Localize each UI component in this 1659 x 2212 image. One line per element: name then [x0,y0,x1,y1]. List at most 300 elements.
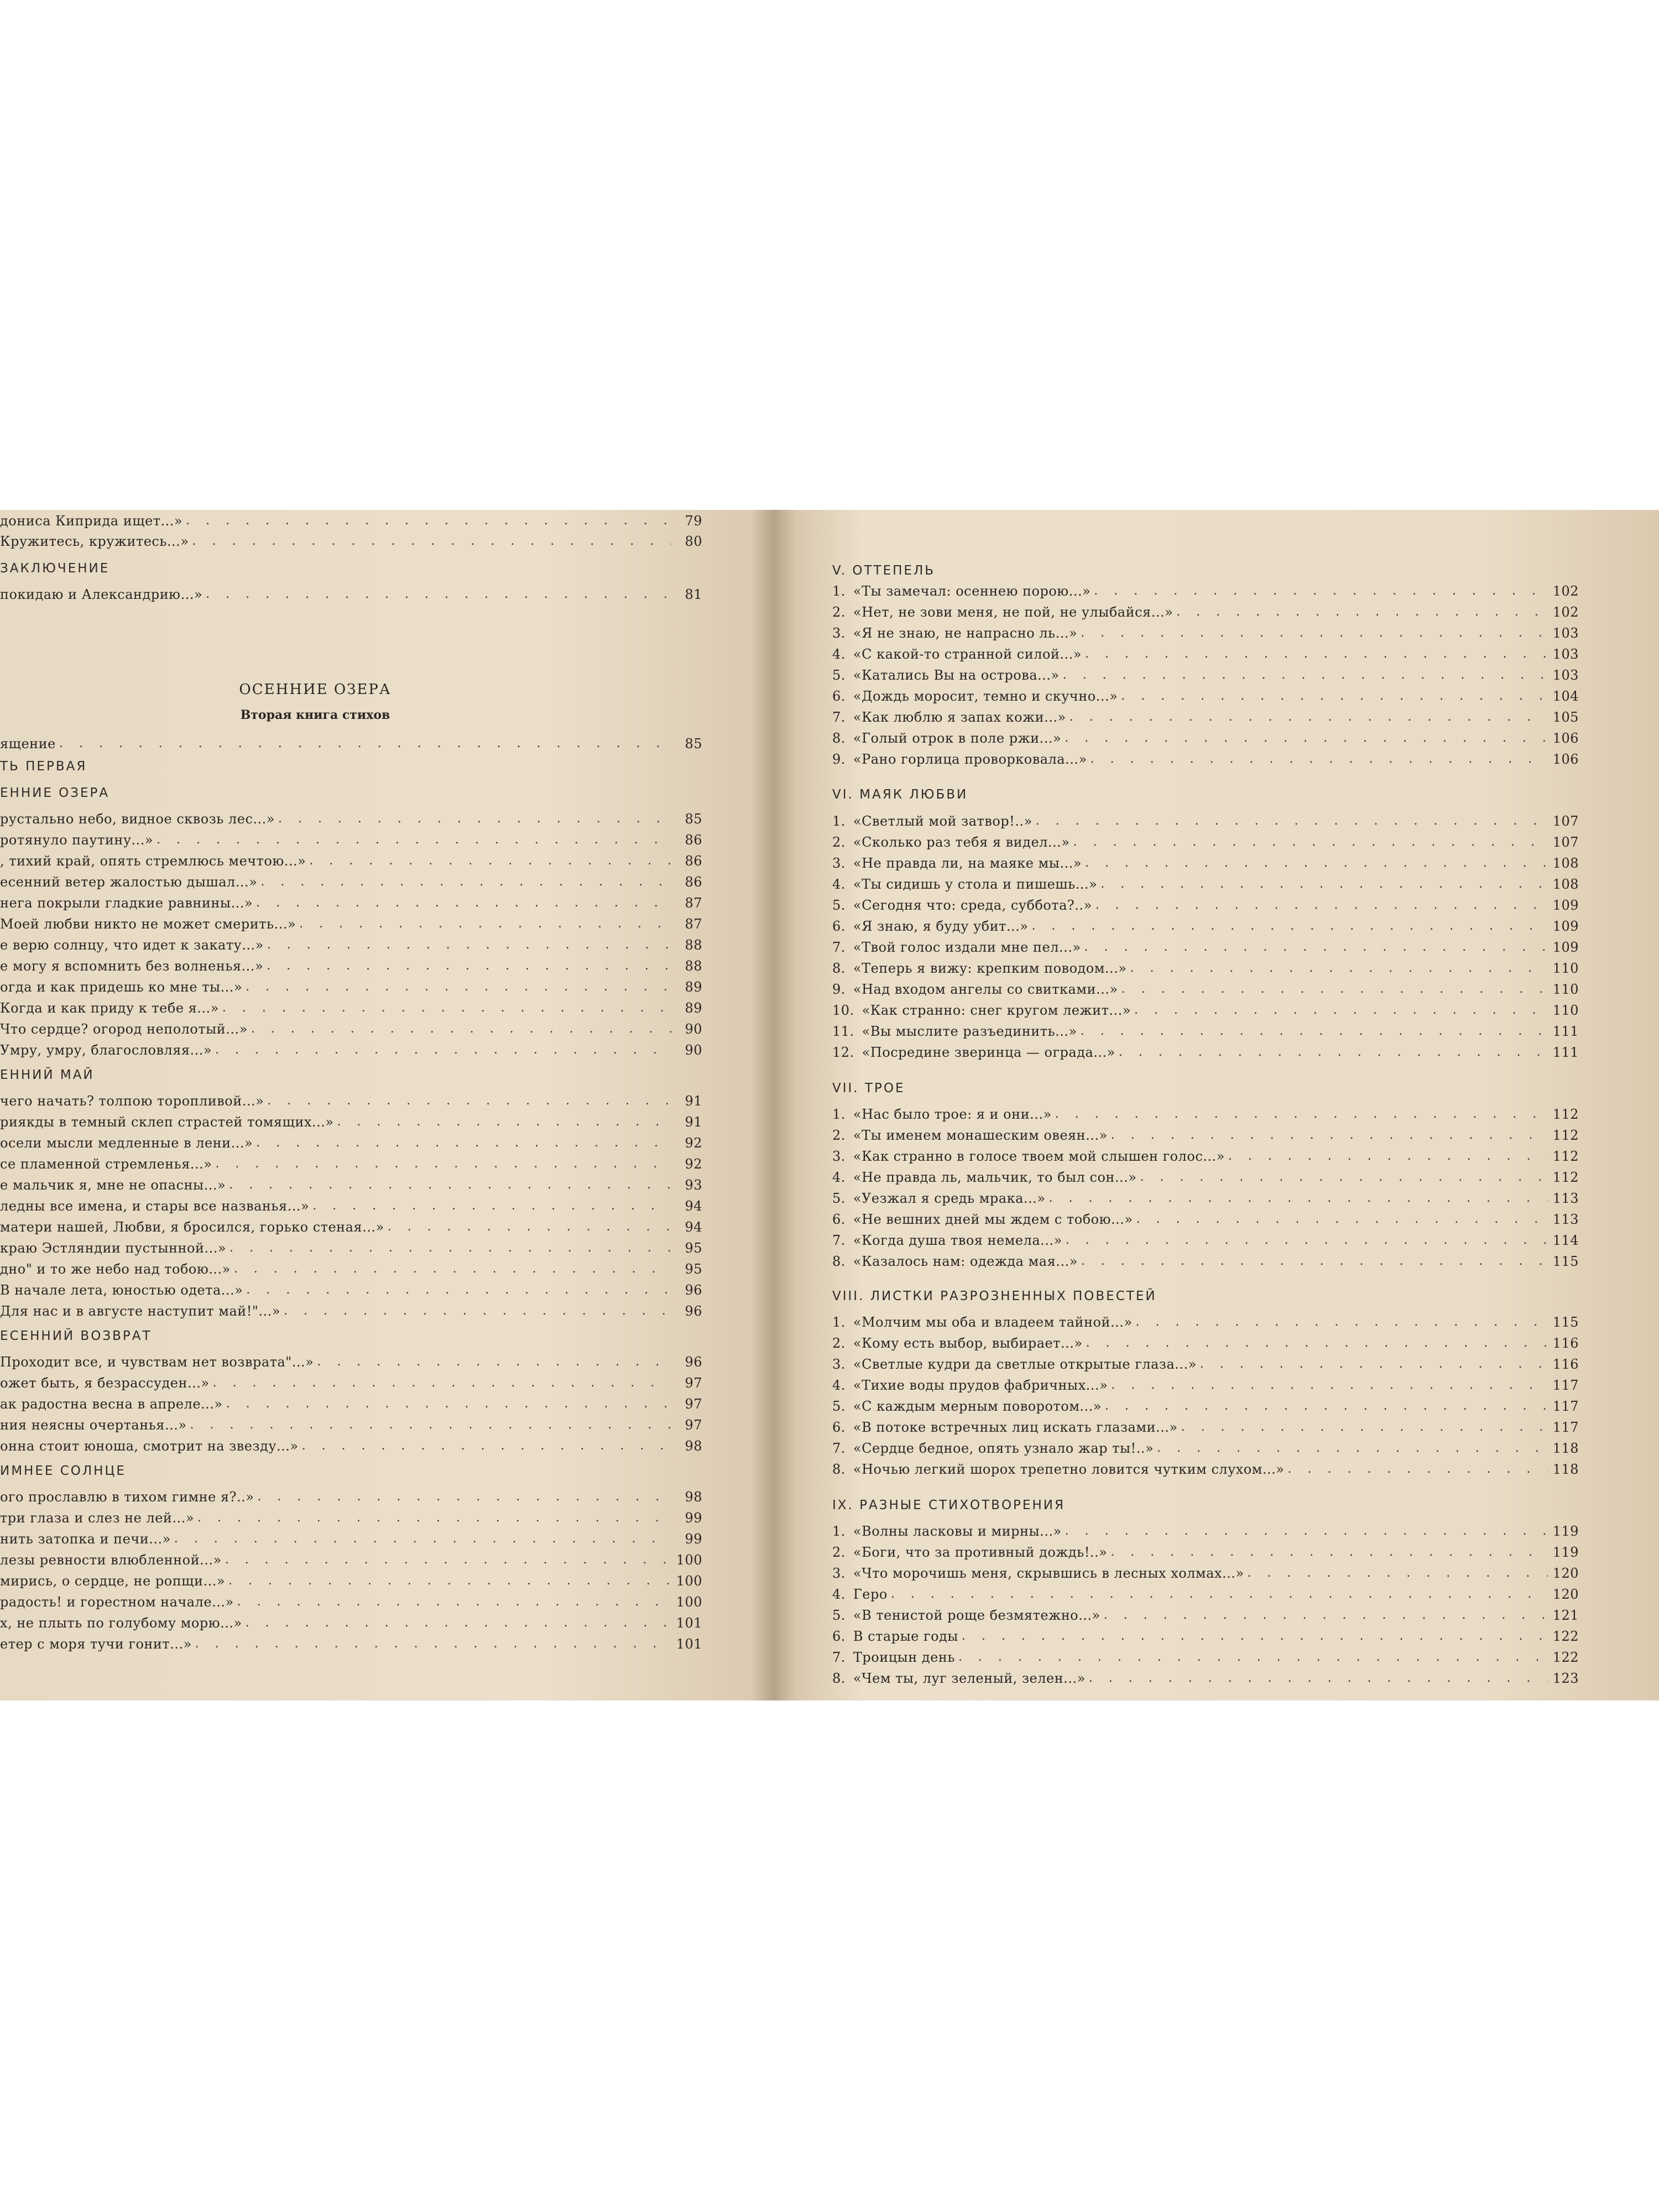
dot-leader [1136,1314,1548,1331]
entry-number: 2. [832,604,846,620]
dot-leader [215,1156,671,1172]
entry-page: 107 [1552,834,1579,850]
entry-page: 112 [1552,1128,1579,1143]
entry-title: «Твой голос издали мне пел...» [853,940,1081,955]
dot-leader [958,1649,1548,1666]
entry-page: 117 [1552,1420,1579,1435]
entry-page: 116 [1552,1357,1579,1372]
entry-title: рустально небо, видное сквозь лес...» [0,811,275,827]
entry-page: 104 [1552,688,1579,704]
entry-page: 103 [1552,625,1579,641]
toc-entry [832,661,1579,684]
dot-leader [1287,1461,1548,1478]
dot-leader [1105,1398,1548,1415]
entry-page: 113 [1552,1191,1579,1206]
entry-title: В начале лета, юностью одета...» [0,1282,243,1298]
dot-leader [192,533,672,550]
entry-title: три глаза и слез не лей...» [0,1510,194,1526]
toc-entry [0,1483,702,1505]
toc-entry [0,1525,702,1547]
toc-entry [0,952,702,974]
entry-title: краю Эстляндии пустынной...» [0,1240,227,1256]
entry-number: 4. [832,646,846,662]
entry-number: 8. [832,961,846,976]
entry-page: 108 [1552,877,1579,892]
entry-page: 102 [1552,583,1579,599]
toc-entry [0,1504,702,1526]
entry-page: 94 [685,1219,702,1235]
entry-number: 3. [832,1566,846,1581]
entry-page: 98 [685,1438,702,1454]
entry-page: 116 [1552,1335,1579,1351]
entry-number: 6. [832,1212,846,1227]
entry-title: ния неясны очертанья...» [0,1417,187,1433]
entry-page: 97 [685,1417,702,1433]
dot-leader [1111,1377,1548,1394]
dot-leader [1073,834,1548,851]
dot-leader [1104,1607,1548,1624]
entry-number: 2. [832,834,846,850]
entry-number: 4. [832,1170,846,1185]
entry-page: 113 [1552,1212,1579,1227]
dot-leader [891,1586,1548,1603]
entry-title: чего начать? толпою торопливой...» [0,1093,264,1109]
toc-entry [832,1227,1579,1249]
entry-title: «С каждым мерным поворотом...» [853,1399,1102,1414]
entry-number: 2. [832,1128,846,1143]
entry-title: нить затопка и печи...» [0,1531,171,1547]
toc-entry [832,954,1579,977]
dot-leader [190,1417,671,1433]
dot-leader [206,586,671,603]
entry-page: 92 [685,1156,702,1172]
dot-leader [1111,1127,1548,1144]
toc-entry [0,1348,702,1370]
entry-page: 111 [1552,1024,1579,1039]
entry-page: 80 [685,534,702,549]
dot-leader [1066,1232,1548,1249]
entry-title: «Боги, что за противный дождь!..» [853,1545,1108,1560]
entry-page: 102 [1552,604,1579,620]
entry-title: «Голый отрок в поле ржи...» [853,731,1062,746]
entry-page: 90 [685,1042,702,1058]
toc-entry [0,847,702,869]
entry-number: 3. [832,1149,846,1164]
entry-title: «Посредине зверинца — ограда...» [862,1045,1115,1060]
toc-entry [0,994,702,1016]
dot-leader [186,513,671,529]
toc-entry [0,1255,702,1277]
entry-title: «Ты именем монашеским овеян...» [853,1128,1108,1143]
entry-page: 93 [685,1177,702,1193]
entry-number: 7. [832,709,846,725]
entry-title: осели мысли медленные в лени...» [0,1135,253,1151]
toc-entry [832,577,1579,599]
toc-entry [832,1142,1579,1165]
entry-title: «Ты замечал: осеннею порою...» [853,583,1091,599]
toc-entry [832,619,1579,641]
dot-leader [1140,1169,1548,1186]
entry-page: 114 [1552,1233,1579,1248]
entry-page: 81 [685,587,702,602]
entry-page: 100 [676,1594,702,1610]
dot-leader [337,1114,671,1130]
dot-leader [237,1594,671,1610]
toc-entry [0,1630,702,1652]
toc-entry [832,1018,1579,1040]
entry-title: се пламенной стремленья...» [0,1156,212,1172]
toc-entry [832,912,1579,935]
dot-leader [1094,583,1548,599]
toc-entry [832,870,1579,893]
entry-number: 4. [832,1587,846,1602]
entry-page: 112 [1552,1149,1579,1164]
toc-entry [0,1567,702,1589]
toc-entry [832,1644,1579,1666]
entry-title: «Казалось нам: одежда мая...» [853,1254,1078,1269]
entry-title: «Чем ты, луг зеленый, зелен...» [853,1671,1086,1686]
entry-number: 2. [832,1545,846,1560]
entry-title: «В потоке встречных лиц искать глазами...» [853,1420,1178,1435]
dot-leader [388,1219,671,1235]
dot-leader [1084,939,1548,956]
toc-entry [832,975,1579,998]
book-title: ОСЕННИЕ ОЗЕРА [239,681,392,698]
dot-leader [246,1615,671,1631]
toc-entry [832,1329,1579,1352]
entry-page: 110 [1552,982,1579,997]
dot-leader [1036,813,1548,830]
dot-leader [1130,960,1548,977]
dot-leader [225,1552,671,1568]
entry-title: «Когда душа твоя немела...» [853,1233,1062,1248]
toc-entry [0,868,702,890]
entry-title: «Я знаю, я буду убит...» [853,919,1029,934]
entry-number: 7. [832,1650,846,1665]
entry-page: 119 [1552,1545,1579,1560]
toc-entry [832,807,1579,830]
entry-page: 112 [1552,1107,1579,1122]
dot-leader [1031,918,1548,935]
dot-leader [246,979,671,995]
entry-page: 91 [685,1093,702,1109]
dot-leader [226,1396,671,1412]
dot-leader [1134,1002,1548,1019]
entry-page: 86 [685,832,702,848]
dot-leader [251,1021,671,1037]
toc-entry [832,745,1579,768]
dot-leader [312,1198,671,1214]
toc-entry [832,1623,1579,1645]
entry-page: 86 [685,853,702,869]
entry-page: 96 [685,1354,702,1370]
toc-entry [832,1206,1579,1228]
toc-entry [832,1308,1579,1331]
section-heading: IX. РАЗНЫЕ СТИХОТВОРЕНИЯ [832,1498,1065,1512]
section-heading: VII. ТРОЕ [832,1081,905,1095]
entry-title: «Как люблю я запах кожи...» [853,709,1066,725]
entry-title: «Светлый мой затвор!..» [853,813,1032,829]
entry-page: 107 [1552,813,1579,829]
entry-number: 9. [832,752,846,767]
entry-number: 5. [832,1608,846,1623]
entry-title: Моей любви никто не может смерить...» [0,916,296,932]
section-heading: ЕННИЕ ОЗЕРА [0,786,110,800]
toc-entry [0,805,702,827]
entry-page: 87 [685,895,702,911]
toc-entry [0,528,702,550]
entry-title: «Уезжал я средь мрака...» [853,1191,1046,1206]
entry-title: огда и как придешь ко мне ты...» [0,979,243,995]
entry-number: 5. [832,667,846,683]
entry-page: 122 [1552,1650,1579,1665]
dot-leader [1048,1190,1548,1207]
entry-page: 115 [1552,1314,1579,1330]
dot-leader [156,832,671,848]
entry-number: 11. [832,1024,854,1039]
dot-leader [267,1093,671,1109]
section-heading: ЗАКЛЮЧЕНИЕ [0,561,110,576]
dot-leader [1121,981,1548,998]
entry-number: 6. [832,1629,846,1644]
entry-number: 1. [832,1524,846,1539]
dot-leader [257,1489,671,1505]
entry-title: «Теперь я вижу: крепким поводом...» [853,961,1127,976]
toc-entry [832,1039,1579,1061]
book-spread [0,510,1659,1700]
dot-leader [267,958,671,974]
entry-title: «Я не знаю, не напрасно ль...» [853,625,1078,641]
toc-entry [832,1164,1579,1186]
toc-entry [832,1455,1579,1478]
entry-title: ожет быть, я безрассуден...» [0,1375,210,1391]
toc-entry [832,1121,1579,1144]
section-heading: ЕННИЙ МАЙ [0,1068,95,1082]
toc-entry [0,1546,702,1568]
dot-leader [234,1261,671,1277]
dot-leader [1055,1106,1548,1123]
entry-number: 7. [832,940,846,955]
entry-page: 89 [685,1000,702,1016]
entry-title: ротянуло паутину...» [0,832,154,848]
entry-number: 8. [832,1462,846,1477]
section-heading: V. ОТТЕПЕЛЬ [832,564,936,578]
toc-entry [0,1390,702,1412]
entry-title: Когда и как приду к тебе я...» [0,1000,219,1016]
entry-title: «Сколько раз тебя я видел...» [853,834,1070,850]
entry-title: «Не правда ль, мальчик, то был сон...» [853,1170,1137,1185]
entry-number: 6. [832,919,846,934]
entry-page: 118 [1552,1462,1579,1477]
entry-number: 6. [832,688,846,704]
entry-page: 85 [685,811,702,827]
entry-title: онна стоит юноша, смотрит на звезду...» [0,1438,299,1454]
entry-page: 123 [1552,1671,1579,1686]
toc-entry [0,1588,702,1610]
toc-entry [0,1015,702,1037]
entry-page: 94 [685,1198,702,1214]
entry-title: радость! и горестном начале...» [0,1594,234,1610]
entry-title: «Дождь моросит, темно и скучно...» [853,688,1118,704]
entry-title: донисa Киприда ищет...» [0,513,183,529]
entry-number: 9. [832,982,846,997]
entry-title: «Ты сидишь у стола и пишешь...» [853,877,1098,892]
entry-page: 101 [676,1615,702,1631]
toc-entry [832,933,1579,956]
toc-entry [832,1185,1579,1207]
dot-leader [229,1240,671,1256]
dot-leader [1081,1023,1548,1040]
toc-entry [832,1601,1579,1624]
entry-page: 121 [1552,1608,1579,1623]
entry-number: 10. [832,1003,854,1018]
entry-title: ого прославлю в тихом гимне я?..» [0,1489,254,1505]
toc-entry [0,1213,702,1235]
entry-number: 6. [832,1420,846,1435]
entry-page: 119 [1552,1524,1579,1539]
dot-leader [317,1354,671,1370]
entry-page: 92 [685,1135,702,1151]
toc-entry [0,581,702,603]
entry-title: «Кому есть выбор, выбирает...» [853,1335,1083,1351]
part-heading: ТЬ ПЕРВАЯ [0,759,87,774]
toc-entry [832,1559,1579,1582]
entry-page: 103 [1552,646,1579,662]
dot-leader [1119,1044,1548,1061]
entry-page: 98 [685,1489,702,1505]
dot-leader [228,1573,671,1589]
dot-leader [1110,1544,1548,1561]
entry-page: 95 [685,1261,702,1277]
dot-leader [1200,1356,1548,1373]
entry-title: «Не правда ли, на маяке мы...» [853,855,1082,871]
dot-leader [267,937,671,953]
entry-number: 1. [832,1314,846,1330]
entry-title: етер с моря тучи гонит...» [0,1636,192,1652]
toc-entry [0,730,702,752]
toc-entry [0,1171,702,1193]
toc-entry [0,1369,702,1391]
dot-leader [284,1303,671,1319]
dot-leader [1085,855,1548,872]
entry-page: 99 [685,1531,702,1547]
entry-number: 5. [832,1399,846,1414]
entry-page: 91 [685,1114,702,1130]
entry-number: 5. [832,898,846,913]
toc-entry [832,1413,1579,1436]
dot-leader [222,1000,671,1016]
dot-leader [1100,876,1548,893]
dot-leader [1095,897,1548,914]
entry-title: «Сегодня что: среда, суббота?..» [853,898,1092,913]
dot-leader [278,811,671,827]
entry-title: ледны все имена, и стары все названья...» [0,1198,310,1214]
dot-leader [1070,709,1548,726]
dot-leader [1181,1419,1548,1436]
entry-number: 8. [832,731,846,746]
entry-number: 12. [832,1045,854,1060]
toc-entry [0,910,702,932]
dot-leader [1176,604,1548,620]
entry-page: 90 [685,1021,702,1037]
entry-page: 112 [1552,1170,1579,1185]
entry-page: 85 [685,736,702,752]
toc-entry [0,1087,702,1109]
entry-page: 100 [676,1552,702,1568]
entry-title: В старые годы [853,1629,958,1644]
entry-page: 106 [1552,752,1579,767]
entry-title: х, не плыть по голубому морю...» [0,1615,242,1631]
entry-number: 4. [832,877,846,892]
entry-page: 97 [685,1396,702,1412]
entry-title: «Что морочишь меня, скрывшись в лесных холмах...» [853,1566,1244,1581]
dot-leader [59,735,671,752]
entry-number: 4. [832,1378,846,1393]
entry-title: Проходит все, и чувствам нет возврата"...» [0,1354,314,1370]
dot-leader [1248,1565,1548,1582]
entry-title: «Ночью легкий шорох трепетно ловится чутким слухом...» [853,1462,1285,1477]
dot-leader [1086,1335,1548,1352]
entry-title: матери нашей, Любви, я бросился, горько стеная...» [0,1219,384,1235]
toc-entry [832,891,1579,914]
dot-leader [195,1636,671,1652]
toc-entry [0,826,702,848]
dot-leader [1228,1148,1548,1165]
section-heading: VI. МАЯК ЛЮБВИ [832,787,968,802]
entry-page: 86 [685,874,702,890]
entry-page: 101 [676,1636,702,1652]
dot-leader [1091,751,1548,768]
dot-leader [1121,688,1548,705]
dot-leader [299,916,671,932]
entry-page: 96 [685,1282,702,1298]
entry-page: 100 [676,1573,702,1589]
toc-entry [0,1297,702,1319]
left-page [0,510,774,1700]
dot-leader [213,1375,671,1391]
toc-entry [0,973,702,995]
entry-title: «Тихие воды прудов фабричных...» [853,1378,1108,1393]
section-heading: VIII. ЛИСТКИ РАЗРОЗНЕННЫХ ПОВЕСТЕЙ [832,1289,1157,1303]
toc-entry [0,889,702,911]
dot-leader [962,1628,1548,1645]
entry-page: 97 [685,1375,702,1391]
entry-title: , тихий край, опять стремлюсь мечтою...» [0,853,306,869]
entry-title: есенний ветер жалостью дышал...» [0,874,258,890]
dot-leader [1065,1523,1548,1540]
toc-entry [0,1276,702,1298]
toc-entry [832,703,1579,726]
entry-number: 7. [832,1233,846,1248]
toc-entry [832,997,1579,1019]
entry-page: 95 [685,1240,702,1256]
entry-title: Кружитесь, кружитесь...» [0,534,189,549]
entry-title: «Нас было трое: я и они...» [853,1107,1052,1122]
toc-entry [832,598,1579,620]
entry-title: «Над входом ангелы со свитками...» [853,982,1118,997]
entry-page: 110 [1552,961,1579,976]
toc-entry [832,1580,1579,1603]
dot-leader [309,853,671,869]
entry-number: 5. [832,1191,846,1206]
entry-title: Умру, умру, благословляя...» [0,1042,212,1058]
entry-title: «Молчим мы оба и владеем тайной...» [853,1314,1133,1330]
entry-page: 109 [1552,898,1579,913]
entry-number: 8. [832,1671,846,1686]
entry-title: «Рано горлица проворковала...» [853,752,1087,767]
entry-page: 120 [1552,1587,1579,1602]
entry-title: «В тенистой роще безмятежно...» [853,1608,1100,1623]
